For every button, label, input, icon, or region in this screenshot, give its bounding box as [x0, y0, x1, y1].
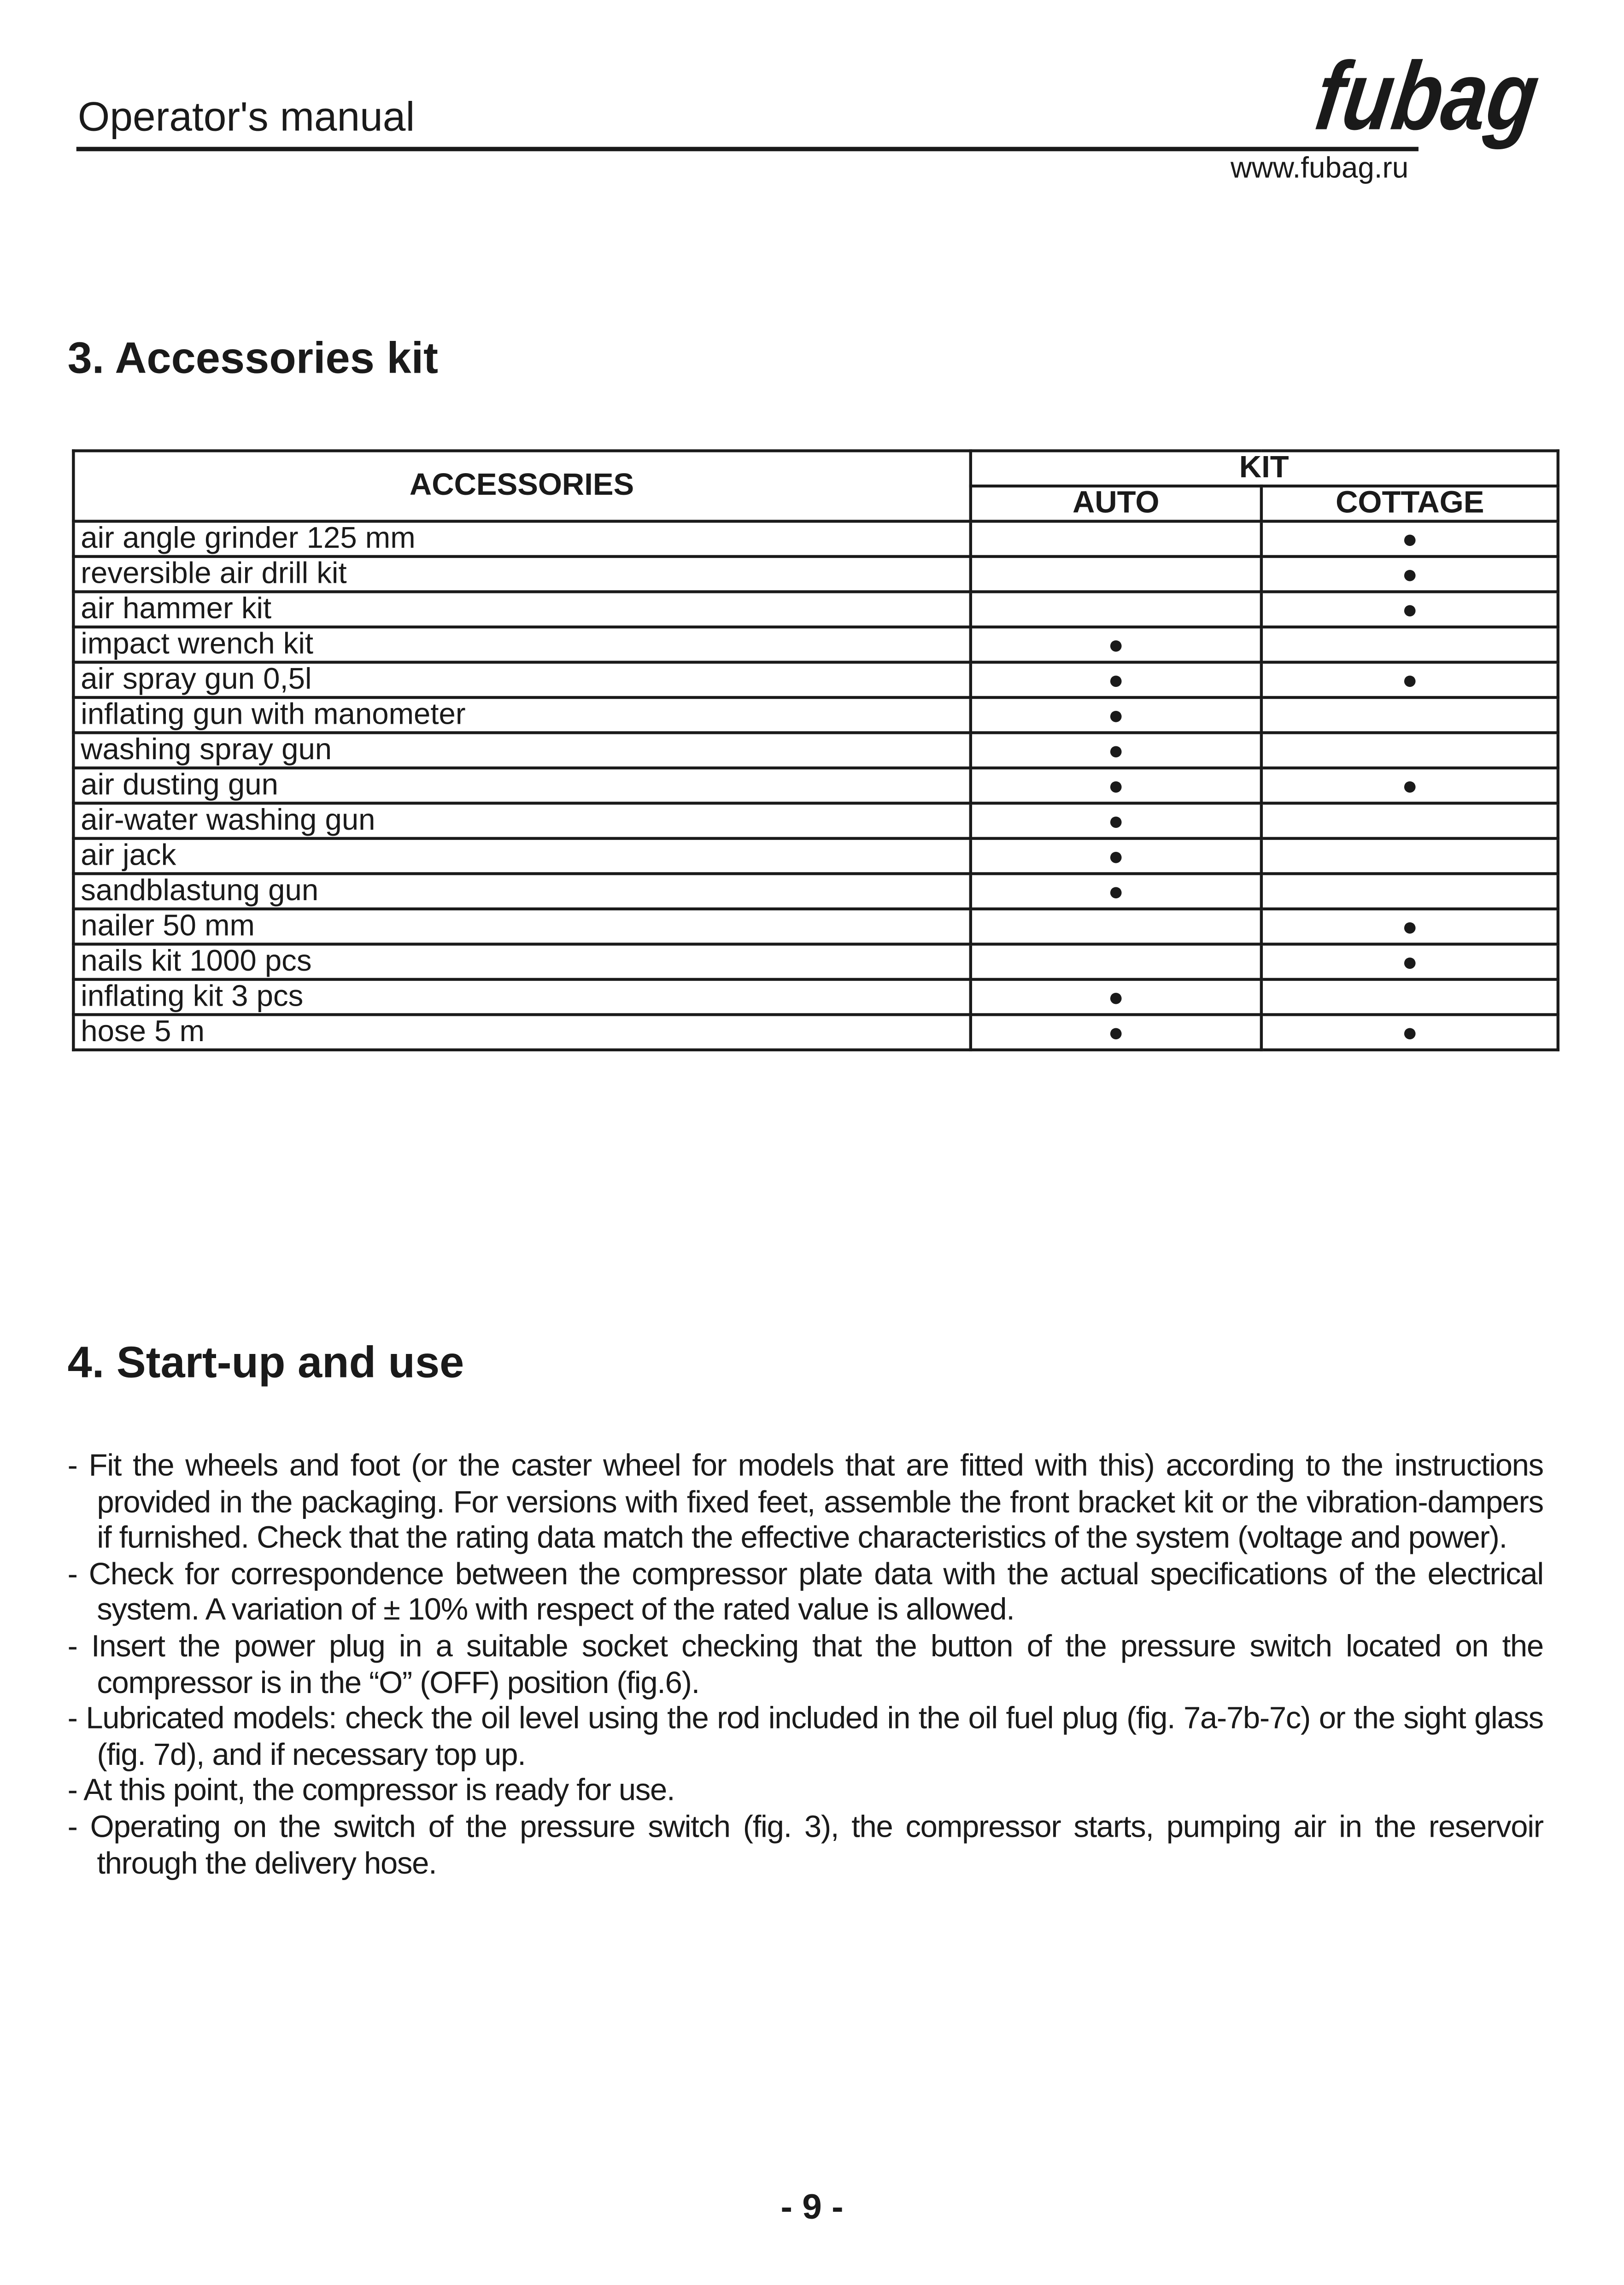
cottage-kit-mark: ●	[1262, 1014, 1558, 1049]
accessory-name: washing spray gun	[73, 732, 970, 768]
table-row	[73, 873, 1558, 908]
auto-kit-mark	[970, 521, 1262, 556]
table-row	[73, 557, 1558, 592]
table-row	[73, 662, 1558, 697]
table-row	[73, 944, 1558, 979]
table-row	[73, 803, 1558, 838]
table-row	[73, 838, 1558, 873]
cottage-kit-mark: ●	[1262, 909, 1558, 944]
section-heading-startup: 4. Start-up and use	[67, 1339, 464, 1388]
accessory-name: inflating kit 3 pcs	[73, 979, 970, 1014]
auto-kit-mark: ●	[970, 838, 1262, 873]
col-header-auto: AUTO	[970, 486, 1262, 521]
auto-kit-mark	[970, 944, 1262, 979]
table-row	[73, 909, 1558, 944]
accessory-name: nails kit 1000 pcs	[73, 944, 970, 979]
cottage-kit-mark	[1262, 732, 1558, 768]
cottage-kit-mark	[1262, 838, 1558, 873]
auto-kit-mark: ●	[970, 1014, 1262, 1049]
table-row	[73, 1014, 1558, 1049]
table-row	[73, 697, 1558, 732]
col-header-kit: KIT	[970, 451, 1558, 486]
table-row	[73, 521, 1558, 556]
cottage-kit-mark	[1262, 979, 1558, 1014]
auto-kit-mark: ●	[970, 732, 1262, 768]
accessory-name: reversible air drill kit	[73, 557, 970, 592]
svg-text:fubag: fubag	[1309, 41, 1589, 150]
table-row	[73, 979, 1558, 1014]
header-title: Operator's manual	[77, 94, 415, 140]
cottage-kit-mark: ●	[1262, 662, 1558, 697]
cottage-kit-mark	[1262, 873, 1558, 908]
startup-instructions	[68, 1449, 1543, 1883]
instruction-item: - Insert the power plug in a suitable socket checking that the button of the pressure switch located on the compressor is in the “O” (OFF) position (fig.6).	[67, 1629, 1543, 1700]
auto-kit-mark	[970, 557, 1262, 592]
auto-kit-mark: ●	[970, 768, 1262, 803]
cottage-kit-mark: ●	[1262, 521, 1558, 556]
header-divider	[76, 147, 1419, 152]
col-header-cottage: COTTAGE	[1262, 486, 1558, 521]
accessory-name: air jack	[73, 838, 970, 873]
table-row	[73, 768, 1558, 803]
table-row	[73, 592, 1558, 627]
auto-kit-mark: ●	[970, 979, 1262, 1014]
col-header-accessories: ACCESSORIES	[73, 451, 970, 521]
instruction-item: - Operating on the switch of the pressure switch (fig. 3), the compressor starts, pumping air in the reservoir through the delivery hose.	[67, 1810, 1543, 1881]
auto-kit-mark: ●	[970, 873, 1262, 908]
section-heading-accessories: 3. Accessories kit	[67, 334, 439, 383]
instruction-item: - Fit the wheels and foot (or the caster wheel for models that are fitted with this) according to the instructions provided in the packaging. For versions with fixed feet, assemble the front bracket kit or the vibration-dampers if furnished. Check that the rating data match the effective characteristics of the system (voltage and power).	[67, 1449, 1543, 1555]
auto-kit-mark	[970, 909, 1262, 944]
cottage-kit-mark	[1262, 627, 1558, 662]
cottage-kit-mark: ●	[1262, 592, 1558, 627]
cottage-kit-mark: ●	[1262, 944, 1558, 979]
cottage-kit-mark	[1262, 697, 1558, 732]
auto-kit-mark	[970, 592, 1262, 627]
website-url: www.fubag.ru	[1230, 152, 1409, 185]
accessory-name: hose 5 m	[73, 1014, 970, 1049]
accessory-name: air angle grinder 125 mm	[73, 521, 970, 556]
cottage-kit-mark: ●	[1262, 768, 1558, 803]
accessory-name: air spray gun 0,5l	[73, 662, 970, 697]
instruction-item: - At this point, the compressor is ready for use.	[67, 1774, 675, 1808]
cottage-kit-mark: ●	[1262, 557, 1558, 592]
auto-kit-mark: ●	[970, 662, 1262, 697]
auto-kit-mark: ●	[970, 803, 1262, 838]
instruction-item: - Lubricated models: check the oil level using the rod included in the oil fuel plug (fig. 7a-7b-7c) or the sight glass (fig. 7d), and if necessary top up.	[67, 1702, 1543, 1772]
page-number: - 9 -	[780, 2188, 844, 2228]
accessory-name: nailer 50 mm	[73, 909, 970, 944]
instruction-item: - Check for correspondence between the compressor plate data with the actual specifications of the electrical system. A variation of ± 10% with respect of the rated value is allowed.	[67, 1558, 1543, 1628]
fubag-logo	[1309, 41, 1589, 162]
accessory-name: air dusting gun	[73, 768, 970, 803]
accessory-name: inflating gun with manometer	[73, 697, 970, 732]
accessory-name: impact wrench kit	[73, 627, 970, 662]
accessory-name: air-water washing gun	[73, 803, 970, 838]
auto-kit-mark: ●	[970, 697, 1262, 732]
accessory-name: air hammer kit	[73, 592, 970, 627]
auto-kit-mark: ●	[970, 627, 1262, 662]
cottage-kit-mark	[1262, 803, 1558, 838]
table-row	[73, 732, 1558, 768]
table-row	[73, 627, 1558, 662]
accessories-table	[72, 449, 1560, 1051]
accessory-name: sandblastung gun	[73, 873, 970, 908]
